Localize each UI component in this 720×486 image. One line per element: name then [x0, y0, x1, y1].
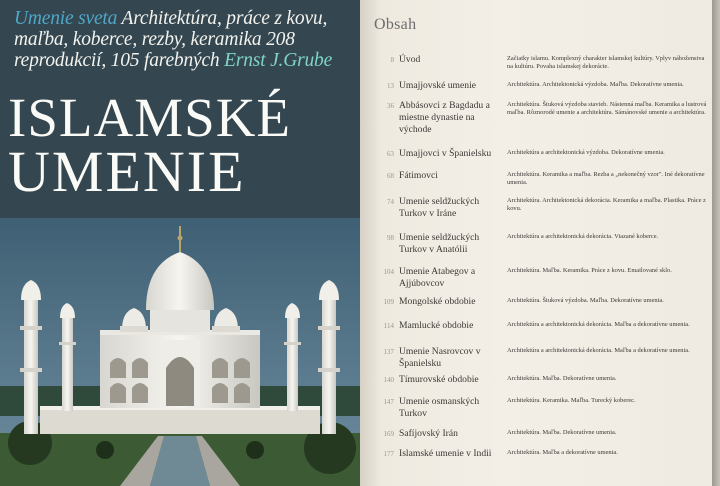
entry-page-number: 109 — [383, 298, 394, 306]
entry-chapter-title: Umenie osmanských Turkov — [399, 396, 480, 419]
entry-chapter-title: Mamlucké obdobie — [399, 320, 474, 331]
entry-page-number: 63 — [387, 150, 394, 158]
entry-page-number: 36 — [387, 102, 394, 110]
entry-description: Architektúra. Keramika. Maľba. Turecký koberec. — [507, 397, 636, 404]
entry-chapter-title: Tímurovské obdobie — [399, 374, 479, 385]
series-label: Umenie sveta — [14, 8, 118, 29]
entry-description: Začiatky islamu. Komplexný charakter islamskej kultúry. Vplyv náboženstva na kultúru. Povaha islamskej dekorácie. — [507, 55, 705, 71]
entry-page-number: 140 — [383, 376, 394, 384]
cover-title-line2: UMENIE — [8, 139, 246, 204]
entry-chapter-title: Umenie seldžuckých Turkov v Iráne — [399, 196, 480, 219]
entry-description: Architektúra. Maľba. Dekoratívne umenia. — [507, 429, 617, 436]
cover-subtitle — [14, 8, 352, 71]
entry-chapter-title: Safíjovský Irán — [399, 428, 458, 439]
entry-chapter-title: Abbásovci z Bagdadu a miestne dynastie na východe — [399, 100, 490, 135]
entry-description: Architektúra. Architektonická výzdoba. Maľba. Dekoratívne umenia. — [507, 81, 684, 88]
cover-author: Ernst J.Grube — [224, 50, 333, 71]
entry-chapter-title: Umenie Nasrovcov v Španielsku — [399, 346, 481, 369]
entry-page-number: 68 — [387, 172, 394, 180]
cover-title-line1: ISLAMSKÉ — [8, 87, 292, 148]
entry-description: Architektúra a architektonická dekorácia. Maľba a dekoratívne umenia. — [507, 347, 690, 354]
entry-page-number: 13 — [387, 82, 394, 90]
entry-chapter-title: Umenie Atabegov a Ajjúbovcov — [399, 266, 476, 289]
contents-list — [360, 0, 720, 486]
taj-mahal-photo — [0, 218, 360, 486]
entry-page-number: 8 — [390, 56, 394, 64]
entry-description: Architektúra a architektonická dekorácia. Maľba a dekoratívne umenia. — [507, 321, 690, 328]
entry-page-number: 104 — [383, 268, 394, 276]
entry-page-number: 114 — [383, 322, 394, 330]
entry-page-number: 147 — [383, 398, 394, 406]
contents-page — [360, 0, 720, 486]
contents-heading: Obsah — [374, 16, 417, 33]
entry-page-number: 74 — [387, 198, 394, 206]
entry-page-number: 177 — [383, 450, 394, 458]
entry-description: Architektúra. Maľba. Keramika. Práce z kovu. Emailované sklo. — [507, 267, 672, 274]
entry-description: Architektúra. Maľba. Dekoratívne umenia. — [507, 375, 617, 382]
entry-page-number: 137 — [383, 348, 394, 356]
entry-chapter-title: Umajjovci v Španielsku — [399, 148, 492, 159]
entry-description: Architektúra a architektonická výzdoba. Dekoratívne umenia. — [507, 149, 665, 156]
entry-description: Architektúra. Štuková výzdoba stavieb. Nástenná maľba. Keramika a lustrová maľba. Rôznorodé umenie a architektúra. Sámánovské umenie a architektúra. — [507, 101, 707, 117]
entry-description: Architektúra. Keramika a maľba. Rezba a „nekonečný vzor". Iné dekoratívne umenia. — [507, 171, 705, 187]
entry-chapter-title: Mongolské obdobie — [399, 296, 476, 307]
entry-chapter-title: Umenie seldžuckých Turkov v Anatólii — [399, 232, 480, 255]
entry-description: Architektúra. Architektonická dekorácia. Keramika a maľba. Plastika. Práce z kovu. — [507, 197, 706, 213]
entry-chapter-title: Umajjovské umenie — [399, 80, 476, 91]
cover-description: Architektúra, práce z kovu, maľba, koberce, rezby, keramika 208 reprodukcií, 105 farebných — [14, 8, 328, 71]
entry-page-number: 169 — [383, 430, 394, 438]
entry-chapter-title: Islamské umenie v Indii — [399, 448, 492, 459]
entry-description: Architektúra. Štuková výzdoba. Maľba. Dekoratívne umenia. — [507, 297, 664, 304]
entry-chapter-title: Fátimovci — [399, 170, 438, 181]
entry-description: Architektúra a architektonická dekorácia. Viazané koberce. — [507, 233, 659, 240]
entry-page-number: 98 — [387, 234, 394, 242]
page-edge-shadow — [712, 0, 720, 486]
entry-description: Architektúra. Maľba a dekoratívne umenia. — [507, 449, 618, 456]
entry-chapter-title: Úvod — [399, 54, 421, 65]
